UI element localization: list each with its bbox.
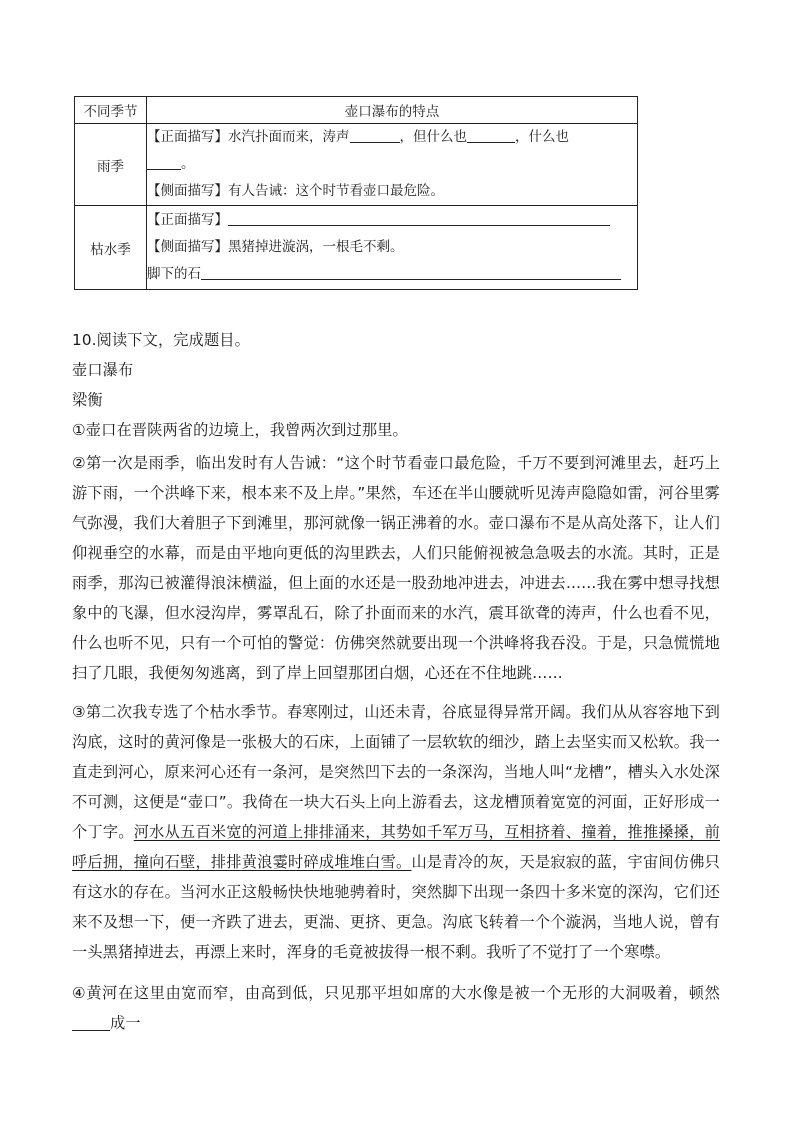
answer-blank[interactable] — [350, 127, 400, 143]
answer-blank[interactable] — [147, 154, 181, 170]
rainy-features-cell — [147, 124, 638, 206]
paragraph-1: ①壶口在晋陕两省的边境上，我曾两次到过那里。 — [72, 421, 408, 439]
dry-side-description: 【侧面描写】黑猪掉进漩涡，一根毛不剩。 — [147, 239, 404, 255]
season-column-header: 不同季节 — [75, 97, 147, 124]
paragraph-3: ③第二次我专选了个枯水季节。春寒刚过，山还未青，谷底显得异常开阔。我们从从容容地下到沟底，这时的黄河像是一张极大的石床，上面铺了一层软软的细沙，踏上去坚实而又松软。我一直走到河心，原来河心还有一条河，是突然凹下去的一条深沟，当地人叫“龙槽”，槽头入水处深不可测，这便是“壶口”。我倚在一块大石头上向上游看去，这龙槽顶着宽宽的河面，正好形成一个丁字。河水从五百米宽的河道上排排涌来，其势如千军万马，互相挤着、撞着，推推搡搡，前呼后拥，撞向石壁，排排黄浪霎时碎成堆堆白雪。山是青冷的灰，天是寂寂的蓝，宇宙间仿佛只有这水的存在。当河水正这般畅快快地驰骋着时，突然脚下出现一条四十多米宽的深沟，它们还来不及想一下，便一齐跌了进去，更湍、更挤、更急。沟底飞转着一个个漩涡，当地人说，曾有一头黑猪掉进去，再漂上来时，浑身的毛竟被拔得一根不剩。我听了不觉打了一个寒噤。 — [72, 703, 721, 961]
table-row-dry-season — [75, 206, 638, 290]
rainy-side-description: 【侧面描写】有人告诫：这个时节看壶口最危险。 — [147, 183, 444, 199]
question-prompt: 10.阅读下文，完成题目。 — [72, 331, 250, 349]
table-row-rainy-season — [75, 124, 638, 206]
answer-blank[interactable] — [72, 1014, 110, 1031]
paragraph-4: ④黄河在这里由宽而窄，由高到低，只见那平坦如席的大水像是被一个无形的大洞吸着，顿然成一 — [72, 984, 720, 1032]
article-title: 壶口瀑布 — [72, 361, 134, 379]
answer-blank[interactable] — [467, 127, 515, 143]
paragraph-2: ②第一次是雨季，临出发时有人告诫：“这个时节看壶口最危险，千万不要到河滩里去，赶巧上游下雨，一个洪峰下来，根本来不及上岸。”果然，车还在半山腰就听见涛声隐隐如雷，河谷里雾气弥漫，我们大着胆子下到滩里，那河就像一锅正沸着的水。壶口瀑布不是从高处落下，让人们仰视垂空的水幕，而是由平地向更低的沟里跌去，人们只能俯视被急急吸去的水流。其时，正是雨季，那沟已被灌得浪沫横溢，但上面的水还是一股劲地冲进去，冲进去……我在雾中想寻找想象中的飞瀑，但水浸沟岸，雾罩乱石，除了扑面而来的水汽，震耳欲聋的涛声，什么也看不见，什么也听不见，只有一个可怕的警觉：仿佛突然就要出现一个洪峰将我吞没。于是，只急慌慌地扫了几眼，我便匆匆逃离，到了岸上回望那团白烟，心还在不住地跳…… — [72, 454, 720, 682]
answer-blank[interactable] — [201, 264, 621, 280]
article-author: 梁衡 — [72, 391, 103, 409]
dry-front-description: 【正面描写】 — [147, 207, 637, 234]
waterfall-features-table — [74, 96, 638, 290]
season-cell-rainy: 雨季 — [75, 124, 147, 206]
underlined-sentence: 河水从五百米宽的河道上排排涌来，其势如千军万马，互相挤着、撞着，推推搡搡，前呼后拥，撞向石壁，排排黄浪霎时碎成堆堆白雪。 — [72, 823, 720, 871]
feature-column-header: 壶口瀑布的特点 — [147, 97, 638, 124]
season-cell-dry: 枯水季 — [75, 206, 147, 290]
answer-blank[interactable] — [228, 210, 610, 226]
dry-stone-description: 脚下的石 — [147, 261, 637, 288]
dry-features-cell — [147, 206, 638, 290]
rainy-front-description-cont: 。 — [147, 151, 637, 178]
table-header-row — [75, 97, 638, 124]
rainy-front-description: 【正面描写】水汽扑面而来，涛声 ，但什么也 ，什么也 — [147, 129, 569, 145]
